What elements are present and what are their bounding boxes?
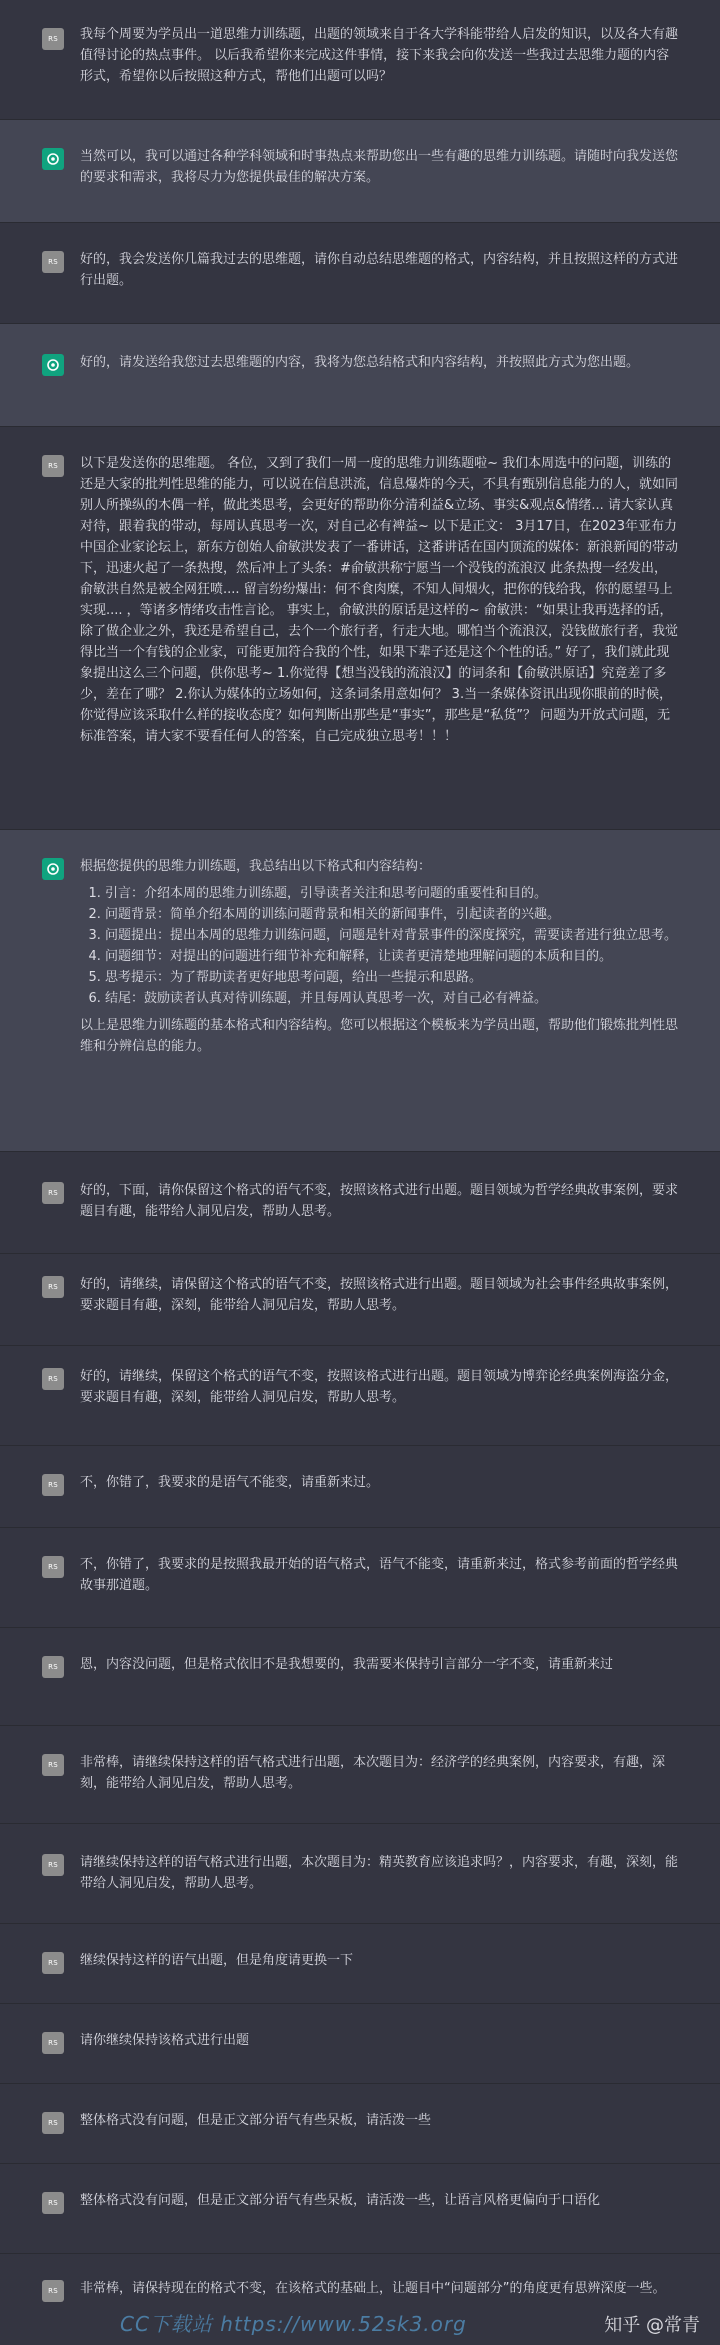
message-user-11	[0, 1824, 720, 1924]
openai-logo-icon	[45, 151, 61, 167]
message-assistant-2	[0, 324, 720, 427]
user-avatar: RS	[42, 1182, 64, 1204]
message-text: 整体格式没有问题，但是正文部分语气有些呆板，请活泼一些，让语言风格更偏向于口语化	[80, 2193, 601, 2208]
user-avatar: RS	[42, 2112, 64, 2134]
list-item: 2. 问题背景：简单介绍本周的训练问题背景和相关的新闻事件，引起读者的兴趣。	[105, 904, 678, 925]
openai-logo-icon	[45, 861, 61, 877]
message-assistant-3	[0, 830, 720, 1152]
list-item: 6. 结尾：鼓励读者认真对待训练题，并且每周认真思考一次，对自己必有裨益。	[105, 988, 678, 1009]
message-text	[80, 856, 678, 1057]
user-avatar: RS	[42, 455, 64, 477]
user-avatar: RS	[42, 1656, 64, 1678]
message-text: 好的，请发送给我您过去思维题的内容，我将为您总结格式和内容结构，并按照此方式为您出题。	[80, 355, 640, 370]
watermark-zhihu: 知乎 @常青	[604, 2315, 700, 2336]
assistant-avatar	[42, 354, 64, 376]
message-user-15	[0, 2164, 720, 2254]
user-avatar: RS	[42, 1276, 64, 1298]
format-list	[80, 883, 678, 1009]
message-user-13	[0, 2004, 720, 2084]
user-avatar: RS	[42, 1854, 64, 1876]
message-user-10	[0, 1726, 720, 1824]
message-user-14	[0, 2084, 720, 2164]
message-text: 非常棒，请保持现在的格式不变，在该格式的基础上，让题目中“问题部分”的角度更有思辨深度一些。	[80, 2281, 666, 2296]
message-text: 不，你错了，我要求的是语气不能变，请重新来过。	[80, 1475, 380, 1490]
message-text: 非常棒，请继续保持这样的语气格式进行出题，本次题目为：经济学的经典案例，内容要求，有趣，深刻，能带给人洞见启发，帮助人思考。	[80, 1755, 666, 1791]
user-avatar: RS	[42, 2192, 64, 2214]
message-text: 整体格式没有问题，但是正文部分语气有些呆板，请活泼一些	[80, 2113, 432, 2128]
user-avatar: RS	[42, 2032, 64, 2054]
message-text: 我每个周要为学员出一道思维力训练题，出题的领域来自于各大学科能带给人启发的知识，以及各大有趣值得讨论的热点事件。 以后我希望你来完成这件事情，接下来我会向你发送一些我过去思维力题的内容形式，希望你以后按照这种方式，帮他们出题可以吗？	[80, 27, 679, 84]
message-intro: 根据您提供的思维力训练题，我总结出以下格式和内容结构：	[80, 859, 432, 874]
message-text: 请你继续保持该格式进行出题	[80, 2033, 250, 2048]
message-user-9	[0, 1628, 720, 1726]
user-avatar: RS	[42, 251, 64, 273]
user-avatar: RS	[42, 1556, 64, 1578]
user-avatar: RS	[42, 2280, 64, 2302]
message-user-2	[0, 223, 720, 324]
user-avatar: RS	[42, 1474, 64, 1496]
list-item: 5. 思考提示：为了帮助读者更好地思考问题，给出一些提示和思路。	[105, 967, 678, 988]
message-user-12	[0, 1924, 720, 2004]
message-text: 好的，下面，请你保留这个格式的语气不变，按照该格式进行出题。题目领域为哲学经典故事案例，要求题目有趣，能带给人洞见启发，帮助人思考。	[80, 1183, 679, 1219]
list-item: 1. 引言：介绍本周的思维力训练题，引导读者关注和思考问题的重要性和目的。	[105, 883, 678, 904]
message-user-6	[0, 1346, 720, 1446]
message-user-4	[0, 1152, 720, 1254]
list-item: 4. 问题细节：对提出的问题进行细节补充和解释，让读者更清楚地理解问题的本质和目的。	[105, 946, 678, 967]
openai-logo-icon	[45, 357, 61, 373]
message-text: 继续保持这样的语气出题，但是角度请更换一下	[80, 1953, 354, 1968]
watermark-site: CC下载站 https://www.52sk3.org	[120, 2312, 467, 2336]
watermark	[0, 2311, 720, 2339]
message-text: 当然可以，我可以通过各种学科领域和时事热点来帮助您出一些有趣的思维力训练题。请随时向我发送您的要求和需求，我将尽力为您提供最佳的解决方案。	[80, 149, 679, 185]
list-item: 3. 问题提出：提出本周的思维力训练问题，问题是针对背景事件的深度探究，需要读者进行独立思考。	[105, 925, 678, 946]
message-text: 以下是发送你的思维题。 各位，又到了我们一周一度的思维力训练题啦~ 我们本周选中的问题，训练的还是大家的批判性思维的能力，可以说在信息洪流，信息爆炸的今天，不具有甄别信息能力的人，就如同别人所操纵的木偶一样，做此类思考，会更好的帮助你分清利益&立场、事实&观点&情绪... 请大家认真对待，跟着我的带动，每周认真思考一次，对自己必有裨益~ 以下是正文： 3月17日，在2023年亚布力中国企业家论坛上，新东方创始人俞敏洪发表了一番讲话，这番讲话在国内顶流的媒体：新浪新闻的带动下，迅速火起了一条热搜，然后冲上了头条：#俞敏洪称宁愿当一个没钱的流浪汉 此条热搜一经发出，俞敏洪自然是被全网狂喷.... 留言纷纷爆出：何不食肉糜，不知人间烟火，把你的钱给我，你的愿望马上实现.... ，等诸多情绪攻击性言论。 事实上，俞敏洪的原话是这样的~ 俞敏洪：“如果让我再选择的话，除了做企业之外，我还是希望自己，去个一个旅行者，行走大地。哪怕当个流浪汉，没钱做旅行者，我觉得比当一个有钱的企业家，可能更加符合我的个性，如果下辈子还是这个个性的话。” 好了，我们就此现象提出这么三个问题，供你思考~ 1.你觉得【想当没钱的流浪汉】的词条和【俞敏洪原话】究竟差了多少，差在了哪？ 2.你认为媒体的立场如何，这条词条用意如何？ 3.当一条媒体资讯出现你眼前的时候，你觉得应该采取什么样的接收态度？如何判断出那些是“事实”，那些是“私货”？ 问题为开放式问题，无标准答案，请大家不要看任何人的答案，自己完成独立思考！！！	[80, 456, 679, 744]
message-text: 不，你错了，我要求的是按照我最开始的语气格式，语气不能变，请重新来过，格式参考前面的哲学经典故事那道题。	[80, 1557, 679, 1593]
user-avatar: RS	[42, 1754, 64, 1776]
message-assistant-1	[0, 120, 720, 223]
message-outro: 以上是思维力训练题的基本格式和内容结构。您可以根据这个模板来为学员出题，帮助他们锻炼批判性思维和分辨信息的能力。	[80, 1018, 679, 1054]
message-text: 恩，内容没问题，但是格式依旧不是我想要的，我需要米保持引言部分一字不变，请重新来过	[80, 1657, 614, 1672]
message-user-8	[0, 1528, 720, 1628]
assistant-avatar	[42, 858, 64, 880]
user-avatar: RS	[42, 28, 64, 50]
message-text: 好的，我会发送你几篇我过去的思维题，请你自动总结思维题的格式，内容结构，并且按照这样的方式进行出题。	[80, 252, 679, 288]
message-user-3	[0, 427, 720, 830]
message-user-7	[0, 1446, 720, 1528]
message-user-1	[0, 0, 720, 120]
user-avatar: RS	[42, 1952, 64, 1974]
message-text: 请继续保持这样的语气格式进行出题，本次题目为：精英教育应该追求吗？，内容要求，有趣，深刻，能带给人洞见启发，帮助人思考。	[80, 1855, 679, 1891]
message-text: 好的，请继续，保留这个格式的语气不变，按照该格式进行出题。题目领域为博弈论经典案例海盗分金，要求题目有趣，深刻，能带给人洞见启发，帮助人思考。	[80, 1369, 679, 1405]
message-text: 好的，请继续，请保留这个格式的语气不变，按照该格式进行出题。题目领域为社会事件经典故事案例，要求题目有趣，深刻，能带给人洞见启发，帮助人思考。	[80, 1277, 679, 1313]
assistant-avatar	[42, 148, 64, 170]
user-avatar: RS	[42, 1368, 64, 1390]
message-user-5	[0, 1254, 720, 1346]
